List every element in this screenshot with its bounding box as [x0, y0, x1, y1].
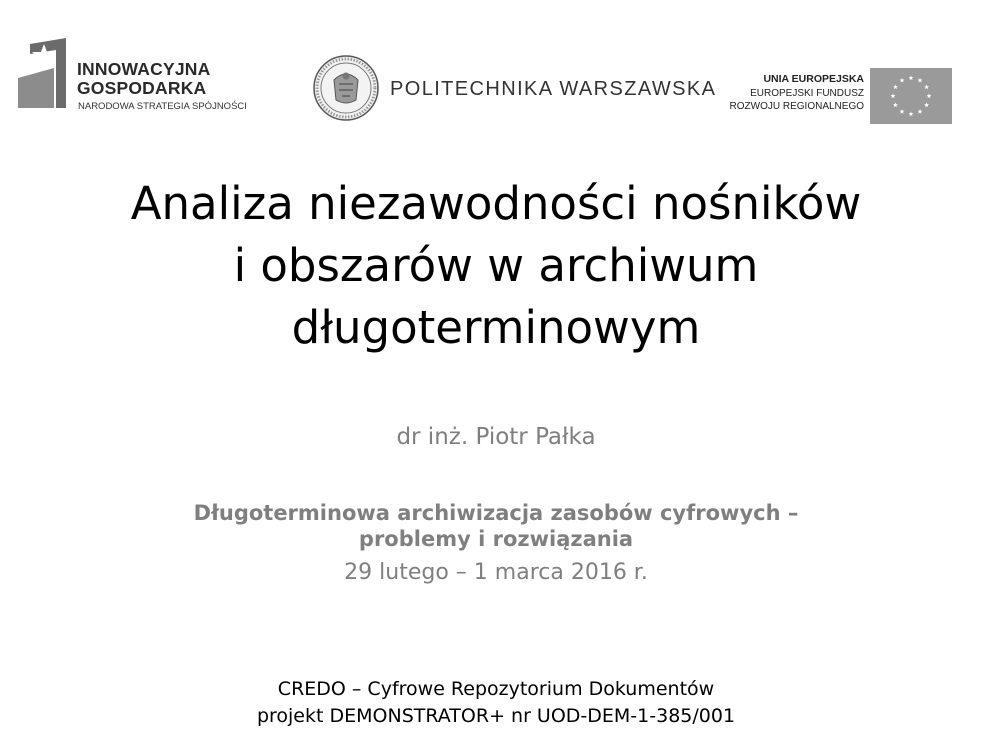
- title-line-2: i obszarów w archiwum: [233, 239, 759, 292]
- title-line-1: Analiza niezawodności nośników: [130, 177, 862, 230]
- ig-line1: INNOWACYJNA: [77, 59, 211, 79]
- politechnika-warszawska-logo: [312, 54, 717, 126]
- title-line-3: długoterminowym: [291, 301, 701, 354]
- ig-line2: GOSPODARKA: [77, 78, 207, 98]
- university-seal-icon: [312, 54, 380, 122]
- conference-name-line-2: problemy i rozwiązania: [358, 527, 634, 551]
- eu-line2: EUROPEJSKI FUNDUSZ: [750, 88, 864, 99]
- footer-line-1: CREDO – Cyfrowe Repozytorium Dokumentów: [277, 678, 715, 700]
- project-footer: [0, 676, 992, 730]
- conference-date: 29 lutego – 1 marca 2016 r.: [344, 560, 648, 585]
- eu-line3: ROZWOJU REGIONALNEGO: [729, 101, 864, 112]
- innowacyjna-gospodarka-logo: [16, 38, 276, 112]
- unia-europejska-logo: [700, 66, 956, 126]
- eu-line1: UNIA EUROPEJSKA: [763, 73, 864, 85]
- footer-line-2: projekt DEMONSTRATOR+ nr UOD-DEM-1-385/001: [256, 705, 736, 727]
- eu-flag-icon: [870, 68, 952, 124]
- conference-name-line-1: Długoterminowa archiwizacja zasobów cyfrowych –: [193, 501, 799, 525]
- conference-info: [0, 500, 992, 588]
- politechnika-name: POLITECHNIKA WARSZAWSKA: [390, 78, 717, 100]
- ig-line3: NARODOWA STRATEGIA SPÓJNOŚCI: [78, 101, 247, 112]
- presentation-title: [0, 173, 992, 359]
- author-name: dr inż. Piotr Pałka: [396, 424, 596, 450]
- innowacyjna-gospodarka-mark-icon: [16, 38, 70, 108]
